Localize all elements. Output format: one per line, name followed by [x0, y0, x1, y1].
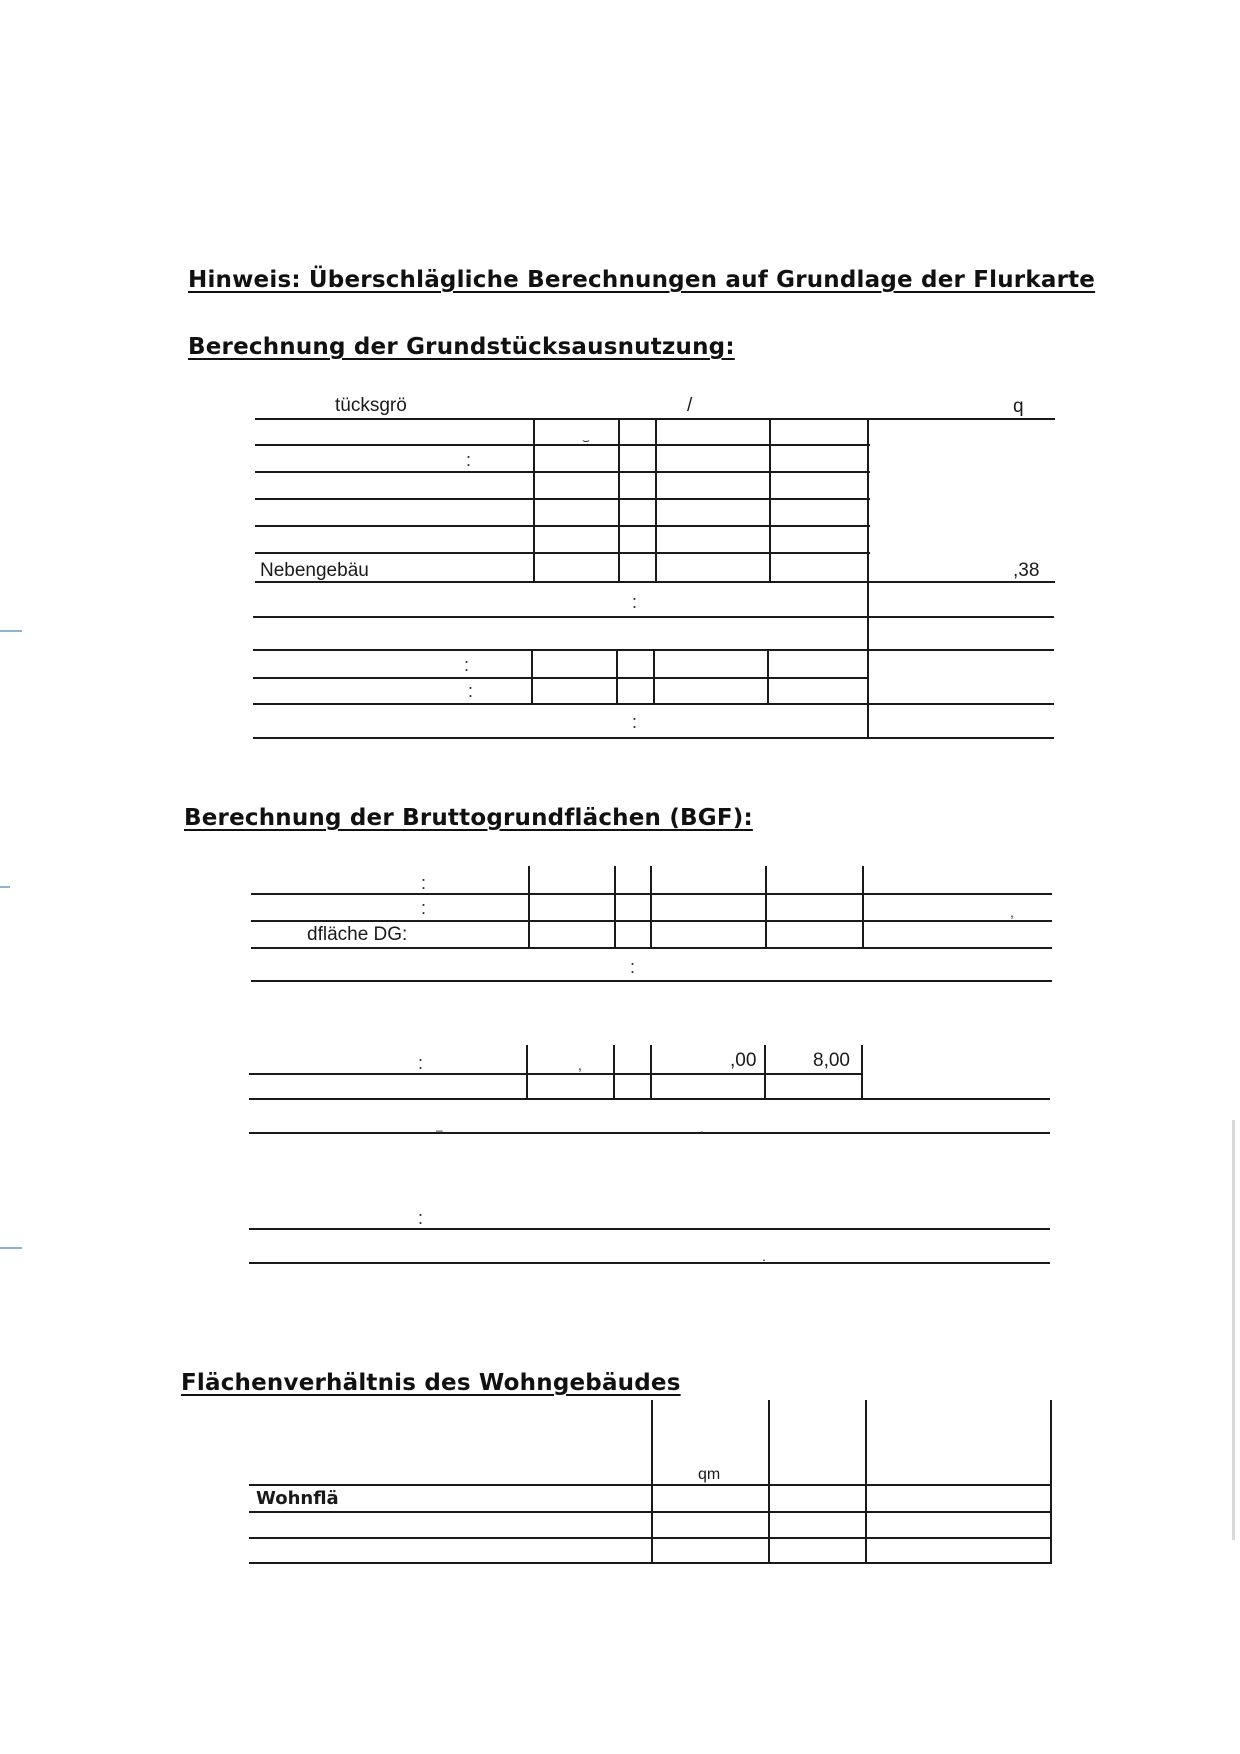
- row-colon: :: [464, 655, 470, 675]
- section-title-grundstuecksausnutzung: Berechnung der Grundstücksausnutzung:: [188, 334, 735, 360]
- header-label-grundstuecksgroesse: tücksgrö: [335, 395, 407, 416]
- row-colon: :: [632, 712, 638, 732]
- row-label-dachgeschoss: dfläche DG:: [307, 924, 408, 945]
- cell-value-b: 8,00: [813, 1050, 850, 1071]
- table-line: [255, 498, 870, 500]
- table-column-line: [616, 649, 618, 704]
- table-line: [255, 552, 870, 554]
- row-comma: ,: [1010, 904, 1014, 920]
- row-colon: :: [468, 681, 474, 701]
- row-colon: :: [418, 1053, 424, 1073]
- row-colon: :: [421, 873, 427, 893]
- row-colon: :: [632, 592, 638, 612]
- table-column-line: [531, 649, 533, 704]
- dot-mark: .: [762, 1248, 766, 1264]
- table-line: [251, 893, 1052, 895]
- margin-mark: [0, 1247, 22, 1249]
- scan-edge: [1232, 1120, 1235, 1540]
- table-line: [251, 947, 1052, 949]
- tick-mark: ⌣: [582, 433, 590, 447]
- table-column-line: [533, 418, 535, 583]
- table-column-line: [765, 866, 767, 949]
- row-colon: :: [421, 898, 427, 918]
- table-line: [251, 980, 1052, 982]
- header-slash: /: [687, 395, 693, 416]
- dot-mark: .: [700, 1120, 704, 1136]
- table-column-line: [650, 866, 652, 949]
- table-column-line: [862, 866, 864, 949]
- table-line: [253, 677, 868, 679]
- table-column-line: [614, 866, 616, 949]
- table-line: [253, 616, 1054, 618]
- column-unit-qm: qm: [698, 1466, 721, 1483]
- section-title-flaechenverhaeltnis: Flächenverhältnis des Wohngebäudes: [181, 1370, 681, 1396]
- table-column-line: [655, 418, 657, 583]
- table-line: [249, 1132, 1050, 1134]
- table-line: [255, 525, 870, 527]
- table-column-line: [769, 418, 771, 583]
- table-line: [249, 1537, 1052, 1539]
- margin-mark: [0, 630, 22, 632]
- section-title-bruttogrundflaechen: Berechnung der Bruttogrundflächen (BGF):: [184, 805, 753, 831]
- row-comma: ,: [578, 1057, 582, 1073]
- table-line: [249, 1098, 1050, 1100]
- table-line: [251, 920, 1052, 922]
- table-line: [249, 1228, 1050, 1230]
- table-line: [249, 1073, 863, 1075]
- table-column-line: [653, 649, 655, 704]
- table-line: [255, 471, 870, 473]
- row-value-nebengebaeude: ,38: [1013, 560, 1040, 581]
- table-column-line: [767, 649, 769, 704]
- table-column-line: [528, 866, 530, 949]
- cell-value-a: ,00: [730, 1050, 757, 1071]
- table-line: [255, 444, 870, 446]
- row-label-nebengebaeude: Nebengebäu: [260, 560, 369, 581]
- notice-heading: Hinweis: Überschlägliche Berechnungen auf Grundlage der Flurkarte: [188, 267, 1096, 293]
- table-line: [249, 1511, 1052, 1513]
- table-column-line: [867, 418, 869, 738]
- dash-mark: –: [436, 1123, 443, 1137]
- margin-mark: [0, 886, 10, 888]
- table-line: [249, 1262, 1050, 1264]
- table-line: [253, 737, 1054, 739]
- row-colon: :: [418, 1208, 424, 1228]
- header-unit: q: [1013, 396, 1024, 417]
- row-colon: :: [630, 957, 636, 977]
- table-column-line: [618, 418, 620, 583]
- row-label-wohnflaeche: Wohnflä: [256, 1488, 339, 1509]
- row-colon: :: [466, 450, 472, 470]
- table-line: [249, 1562, 1052, 1564]
- table-line: [249, 1484, 1052, 1486]
